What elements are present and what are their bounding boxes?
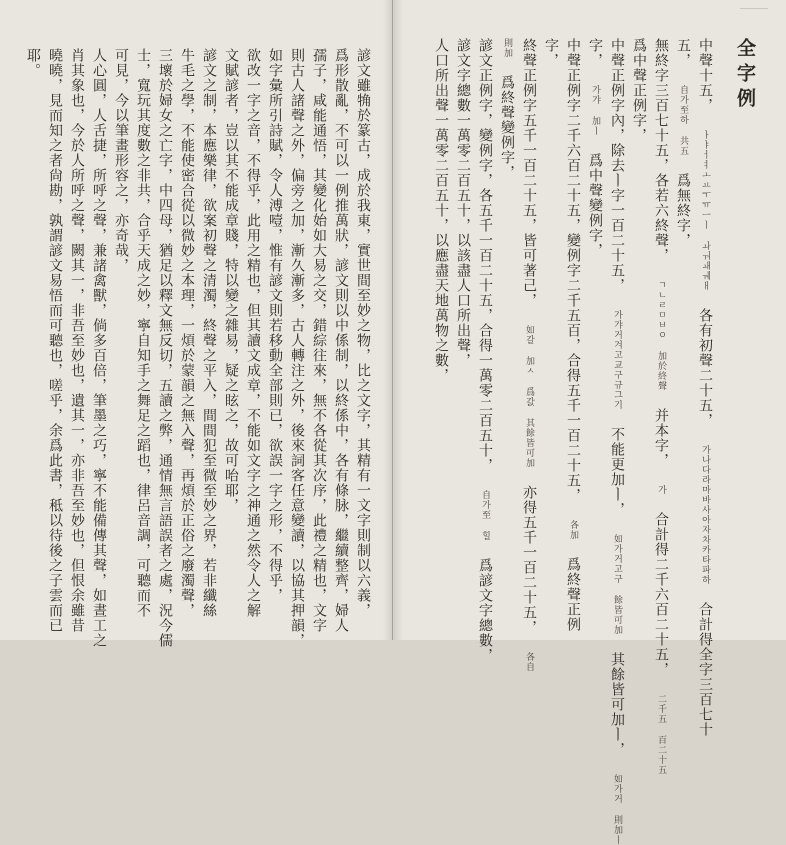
right-page bbox=[393, 0, 786, 845]
left-column-8: 諺文之制，本應樂律，欲案初聲之清濁，終聲之平入，間間犯至微至妙之界，若非纖絲 bbox=[201, 48, 217, 618]
right-column-5-text: 中聲正例字內，除去ㅣ字一百二十五， bbox=[609, 38, 625, 293]
right-column-6-note: 가갸 加ㅣ bbox=[590, 85, 600, 136]
right-column-11-text: 諺文正例字，變例字，各五千一百二十五，合得一萬零二百五十， bbox=[477, 38, 493, 473]
left-column-12: 可見，今以筆畫形容之，亦奇哉， bbox=[113, 48, 129, 273]
right-column-13 bbox=[430, 38, 452, 383]
right-column-7-note: 各加 bbox=[568, 520, 578, 540]
right-column-9-tail: 亦得五千一百二十五， bbox=[521, 485, 537, 635]
left-column-14: 肖其象也，今於人所呼之聲，闕其一，非吾至妙也，遺其一，亦非吾至妙也，但恨余雖昔 bbox=[69, 48, 85, 633]
right-column-3-tail: 并本字， bbox=[653, 408, 669, 468]
left-column-1: 諺文雖觕於篆古，成於我東，實世間至妙之物，比之文字，其精有一文字則制以六義， bbox=[355, 48, 371, 618]
right-column-9 bbox=[518, 38, 540, 672]
right-column-2-text: 五， bbox=[675, 38, 691, 68]
right-column-1-note: ㅏㅑㅓㅕㅗㅛㅜㅠㅡㅣ ㅘㅝㅙㅞㅐ bbox=[700, 130, 710, 291]
right-column-7-text: 中聲正例字二千六百二十五，變例字二千五百，合得五千一百二十五， bbox=[565, 38, 581, 503]
left-column-3: 孺子，咸能通悟，其變化始如大易之交，錯綜往來，無不各從其次序，此禮之精也，文字 bbox=[311, 48, 327, 633]
right-column-10-note: 則加 bbox=[502, 38, 512, 58]
right-column-7 bbox=[562, 38, 584, 632]
right-column-2 bbox=[672, 38, 694, 248]
right-column-7-tail: 爲終聲正例 bbox=[565, 557, 581, 632]
right-column-11-tail: 爲諺文字總數， bbox=[477, 558, 493, 663]
right-column-5-note: 가갸거겨고교구규그기 bbox=[612, 310, 622, 410]
right-column-12 bbox=[452, 38, 474, 368]
left-text-block bbox=[0, 0, 392, 648]
right-column-2-tail: 爲無終字， bbox=[675, 173, 691, 248]
right-column-9-note2: 各自 bbox=[524, 652, 534, 672]
right-column-3-note2: 가 bbox=[656, 485, 666, 495]
right-column-6 bbox=[584, 38, 606, 258]
left-column-10: 三壞於婦女之亡字，中四母，猶足以釋文無反切，五讀之弊，通情無言語誤者之處，況今儒 bbox=[157, 48, 173, 648]
right-column-3-note: ㄱㄴㄹㅁㅂㅇ 加於終聲 bbox=[656, 280, 666, 391]
right-column-3 bbox=[650, 38, 672, 775]
right-column-4 bbox=[628, 38, 650, 143]
section-title: 全字例 bbox=[734, 38, 756, 113]
right-column-8 bbox=[540, 38, 562, 68]
left-page bbox=[0, 0, 393, 648]
right-column-9-text: 終聲正例字五千一百二十五，皆可著己， bbox=[521, 38, 537, 308]
right-column-11 bbox=[474, 38, 496, 663]
right-column-4-text: 爲中聲正例字， bbox=[631, 38, 647, 143]
left-column-11: 士，寬玩其度數之非共，合乎天成之妙，寧自知手之舞足之蹈也，律呂音調，可聽而不 bbox=[135, 48, 151, 618]
right-column-3-text: 無終字三百七十五，各若六終聲， bbox=[653, 38, 669, 263]
left-column-4: 則古人諸聲之外，偏旁之加，漸久漸多，古人轉注之外，後來詞客任意變讀，以協其押韻， bbox=[289, 48, 305, 648]
right-column-5 bbox=[606, 38, 628, 845]
right-column-1-note2: 가나다라마바사아자차카타파하 bbox=[700, 445, 710, 585]
right-column-2-note: 自가至하 共五 bbox=[678, 85, 688, 156]
right-text-block bbox=[393, 0, 786, 845]
right-column-1 bbox=[694, 38, 716, 737]
right-column-11-note: 自가至 힐 bbox=[480, 490, 490, 541]
left-column-5: 如字彙所引詩賦，令人溥噎，惟有諺文則若移動全部則已，欲誤一字之形，不得乎， bbox=[267, 48, 283, 603]
right-column-12-text: 諺文字總數一萬零二百五十，以該盡人口所出聲， bbox=[455, 38, 471, 368]
right-column-5-tail: 不能更加ㅣ， bbox=[609, 427, 625, 517]
left-column-7: 文賦諺者，豈以其不能成章賤，特以變之雜易，疑之眩之，故可咍耶， bbox=[223, 48, 239, 513]
left-column-6: 欲改一字之音，不得乎，此用之精也，但其讀文成章，不能如文字之神通之然令人之解 bbox=[245, 48, 261, 618]
left-column-15: 曉曉，見而知之者尙勘，孰謂諺文易悟而可聽也，嗟乎，余爲此書，秪以待後之子雲而已 bbox=[47, 48, 63, 633]
right-column-3-note3: 二千五 百二十五 bbox=[656, 694, 666, 775]
right-column-1-tail2: 合計得全字三百七十 bbox=[697, 602, 713, 737]
right-column-6-text: 字， bbox=[587, 38, 603, 68]
right-column-13-text: 人口所出聲一萬零二百五十，以應盡天地萬物之數， bbox=[433, 38, 449, 383]
right-column-10-tail: 爲終聲變例字， bbox=[499, 75, 515, 180]
right-column-10 bbox=[496, 38, 518, 180]
left-column-16: 耶。 bbox=[25, 48, 41, 78]
right-column-3-tail2: 合計得二千六百二十五， bbox=[653, 512, 669, 677]
right-column-8-text: 字， bbox=[543, 38, 559, 68]
right-column-1-tail: 各有初聲二十五， bbox=[697, 308, 713, 428]
left-column-9: 牛毛之學，不能使密合從以微妙之本理，一煩於蒙韻之無入聲，再煩於正俗之廢濁聲， bbox=[179, 48, 195, 618]
right-column-9-note: 如갈 加ㅅ 爲갌 其餘皆可加 bbox=[524, 325, 534, 468]
right-column-6-tail: 爲中聲變例字， bbox=[587, 153, 603, 258]
right-column-5-tail2: 其餘皆可加ㅣ， bbox=[609, 652, 625, 757]
right-column-1-text: 中聲十五， bbox=[697, 38, 713, 113]
left-column-13: 人心圓，人舌捷，所呼之聲，兼諸禽獸，倘多百倍，筆墨之巧，寧不能備傳其聲，如晝工之 bbox=[91, 48, 107, 648]
right-column-5-note3: 如가거 則加ㅣ bbox=[612, 774, 622, 845]
right-column-5-note2: 如가거고구 餘皆可加 bbox=[612, 534, 622, 635]
left-column-2: 爲形散亂，不可以一例推萬狀，諺文則以中係制，以終係中，各有條脉，繼續整齊，婦人 bbox=[333, 48, 349, 633]
